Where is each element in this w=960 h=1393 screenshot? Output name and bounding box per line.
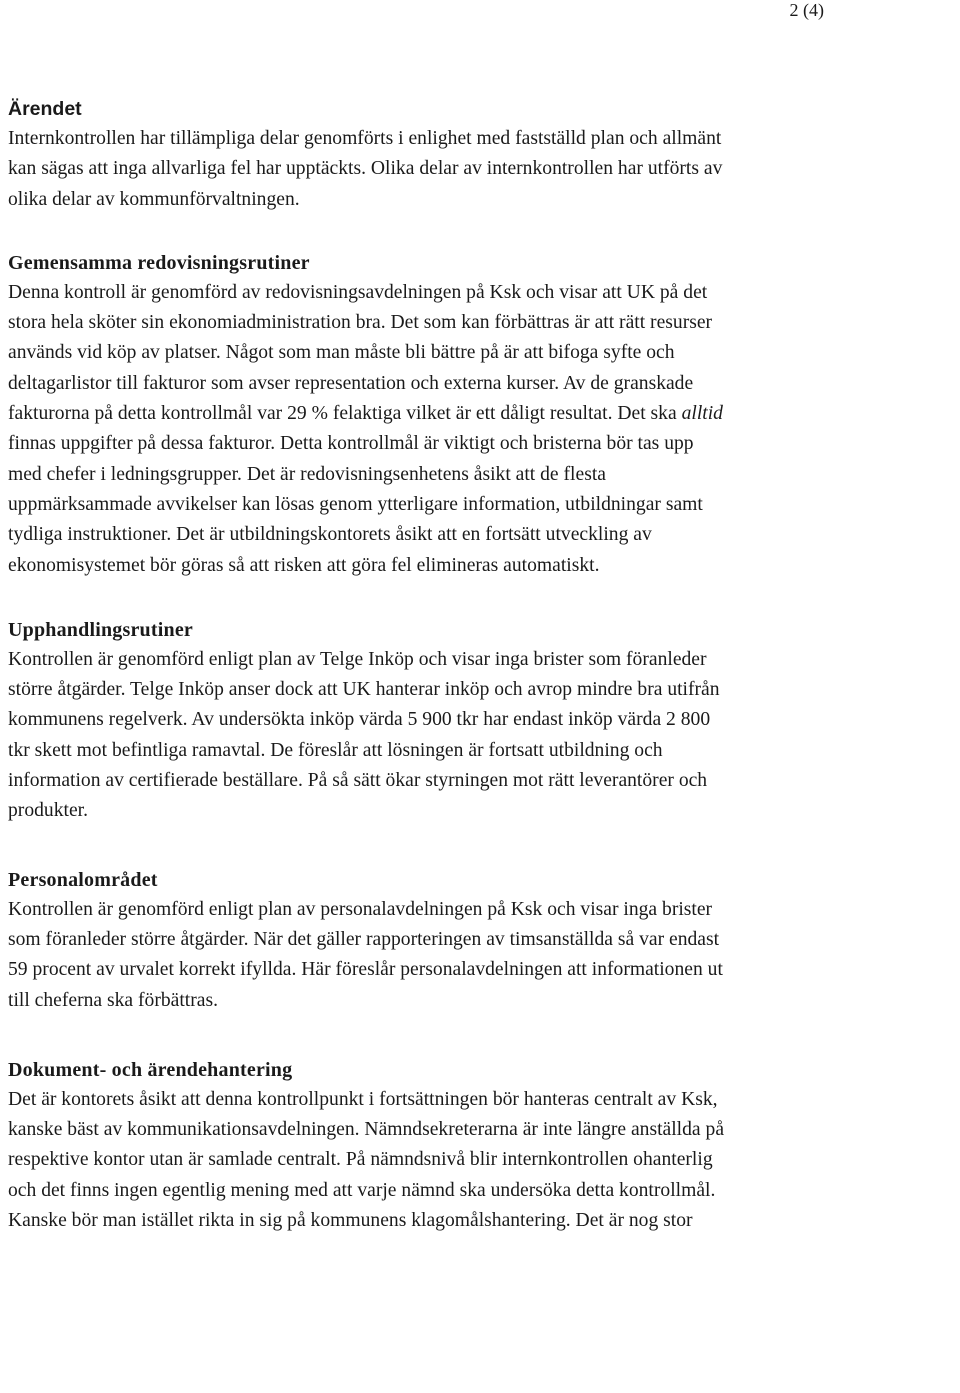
text-line: Internkontrollen har tillämpliga delar genomförts i enlighet med fastställd plan och allmänt	[8, 128, 722, 149]
text-line: finnas uppgifter på dessa fakturor. Detta kontrollmål är viktigt och bristerna bör tas upp	[8, 433, 694, 455]
section-heading: Dokument- och ärendehantering	[8, 1058, 293, 1081]
section-paragraph	[8, 1085, 808, 1236]
document-body	[8, 94, 808, 1236]
section-heading: Gemensamma redovisningsrutiner	[8, 251, 310, 274]
section-dokument-och-arendehantering	[8, 1055, 808, 1236]
text-line-with-emphasis	[8, 399, 808, 429]
emphasized-word: alltid	[681, 403, 723, 425]
section-heading: Ärendet	[8, 98, 82, 120]
text-line: uppmärksammade avvikelser kan lösas genom ytterligare information, utbildningar samt	[8, 493, 703, 515]
text-line-part: fakturorna på detta kontrollmål var 29 % felaktiga vilket är ett dåligt resultat. Det ska	[8, 403, 677, 425]
section-heading: Personalområdet	[8, 868, 158, 891]
text-line: som föranleder större åtgärder. När det gäller rapporteringen av timsanställda så var endast	[8, 928, 720, 950]
text-line: större åtgärder. Telge Inköp anser dock att UK hanterar inköp och avrop mindre bra utifrån	[8, 679, 720, 701]
text-line: används vid köp av platser. Något som man måste bli bättre på är att bifoga syfte och	[8, 342, 675, 364]
text-line: deltagarlistor till fakturor som avser representation och externa kurser. Av de granskade	[8, 372, 694, 394]
text-line: till cheferna ska förbättras.	[8, 989, 218, 1011]
text-line: information av certifierade beställare. På så sätt ökar styrningen mot rätt leverantörer och	[8, 770, 708, 792]
text-line: och det finns ingen egentlig mening med att varje nämnd ska undersöka detta kontrollmål.	[8, 1179, 716, 1201]
text-line: stora hela sköter sin ekonomiadministration bra. Det som kan förbättras är att rätt resurser	[8, 312, 713, 334]
text-line: kan sägas att inga allvarliga fel har upptäckts. Olika delar av internkontrollen har utförts av	[8, 158, 723, 180]
text-line: ekonomisystemet bör göras så att risken att göra fel elimineras automatiskt.	[8, 554, 600, 576]
section-personalomradet	[8, 865, 808, 1016]
page-number: 2 (4)	[789, 0, 824, 20]
text-line: kanske bäst av kommunikationsavdelningen. Nämndsekreterarna är inte längre anställda på	[8, 1119, 725, 1141]
section-heading: Upphandlingsrutiner	[8, 618, 193, 641]
text-line: olika delar av kommunförvaltningen.	[8, 188, 300, 210]
section-paragraph	[8, 278, 808, 581]
text-line: Det är kontorets åsikt att denna kontrollpunkt i fortsättningen bör hanteras centralt av Ksk,	[8, 1088, 718, 1110]
text-line: tkr skett mot befintliga ramavtal. De föreslår att lösningen är fortsatt utbildning och	[8, 739, 663, 761]
section-arendet	[8, 94, 808, 215]
text-line: Denna kontroll är genomförd av redovisningsavdelningen på Ksk och visar att UK på det	[8, 281, 708, 303]
text-line: tydliga instruktioner. Det är utbildningskontorets åsikt att en fortsätt utveckling av	[8, 524, 652, 546]
text-line: produkter.	[8, 800, 88, 822]
section-gemensamma-redovisningsrutiner	[8, 248, 808, 581]
text-line: Kontrollen är genomförd enligt plan av personalavdelningen på Ksk och visar inga brister	[8, 898, 713, 920]
text-line: Kontrollen är genomförd enligt plan av Telge Inköp och visar inga brister som föranleder	[8, 648, 707, 670]
section-paragraph	[8, 124, 808, 215]
section-upphandlingsrutiner	[8, 615, 808, 827]
text-line: Kanske bör man istället rikta in sig på kommunens klagomålshantering. Det är nog stor	[8, 1210, 693, 1232]
section-paragraph	[8, 645, 808, 827]
text-line: med chefer i ledningsgrupper. Det är redovisningsenhetens åsikt att de flesta	[8, 463, 606, 485]
text-line: 59 procent av urvalet korrekt ifyllda. Här föreslår personalavdelningen att informationen ut	[8, 959, 723, 981]
text-line: kommunens regelverk. Av undersökta inköp värda 5 900 tkr har endast inköp värda 2 800	[8, 709, 711, 731]
section-paragraph	[8, 895, 808, 1016]
text-line: respektive kontor utan är samlade centralt. På nämndsnivå blir internkontrollen ohanterlig	[8, 1149, 713, 1171]
